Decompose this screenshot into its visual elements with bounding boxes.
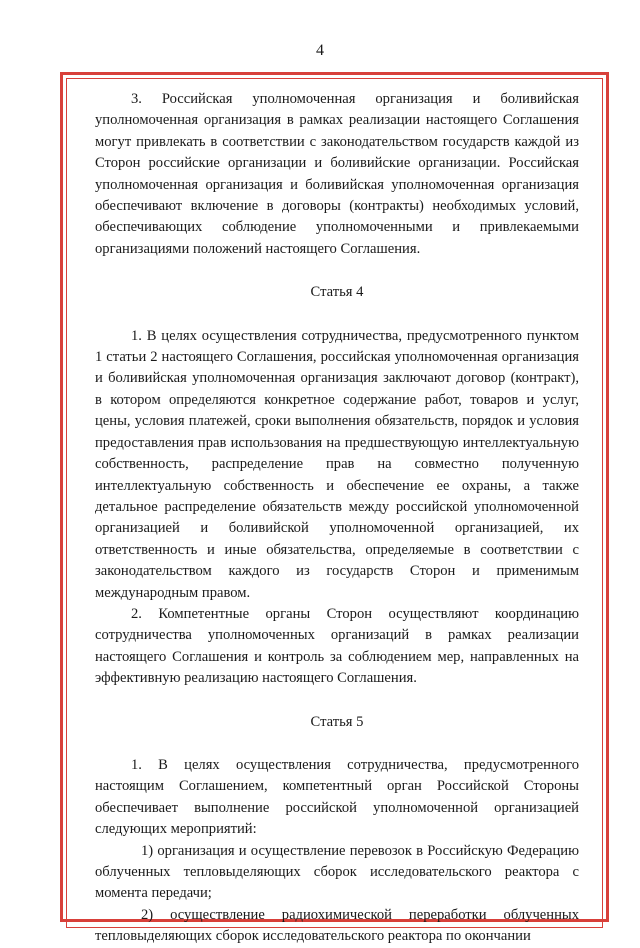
article-3-paragraph-3: 3. Российская уполномоченная организация и боливийская уполномоченная организация в рамках реализации настоящего Соглашения могут привлекать в соответствии с законодательством государств каждой из Сторон российские организации и боливийские организации. Российская уполномоченная организация и боливийская уполномоченная организация обеспечивают включение в договоры (контракты) необходимых условий, обеспечивающих соблюдение уполномоченными и привлекаемыми организациями положений настоящего Соглашения. <box>95 91 579 257</box>
article-5-heading: Статья 5 <box>310 713 364 730</box>
article-5-subitem-1: 1) организация и осуществление перевозок в Российскую Федерацию облученных тепловыделяющих сборок исследовательского реактора с момента передачи; <box>95 842 579 902</box>
page-number: 4 <box>316 42 324 59</box>
document-body <box>95 89 579 948</box>
article-4-paragraph-1: 1. В целях осуществления сотрудничества, предусмотренного пунктом 1 статьи 2 настоящего Соглашения, российская уполномоченная организация и боливийская уполномоченная организация заключают договор (контракт), в котором определяются конкретное содержание работ, товаров и услуг, цены, условия платежей, сроки выполнения обязательств, порядок и условия предоставления прав использования на предшествующую интеллектуальную собственность, распределение прав на совместно полученную интеллектуальную собственность и обеспечение ее охраны, а также детальное распределение обязательств между российской уполномоченной организацией и боливийской уполномоченной организацией, их ответственность и иные обязательства, определяемые в соответствии с законодательством каждого из государств Сторон и применимым международным правом. <box>95 327 579 601</box>
article-4-heading: Статья 4 <box>310 284 364 301</box>
article-5-subitem-2: 2) осуществление радиохимической переработки облученных тепловыделяющих сборок исследовательского реактора по окончании <box>95 906 579 945</box>
article-4-paragraph-2: 2. Компетентные органы Сторон осуществляют координацию сотрудничества уполномоченных организаций в рамках реализации настоящего Соглашения и контроль за соблюдением мер, направленных на эффективную реализацию настоящего Соглашения. <box>95 605 579 687</box>
article-5-paragraph-1: 1. В целях осуществления сотрудничества, предусмотренного настоящим Соглашением, компетентный орган Российской Стороны обеспечивает выполнение российской уполномоченной организацией следующих мероприятий: <box>95 756 579 838</box>
